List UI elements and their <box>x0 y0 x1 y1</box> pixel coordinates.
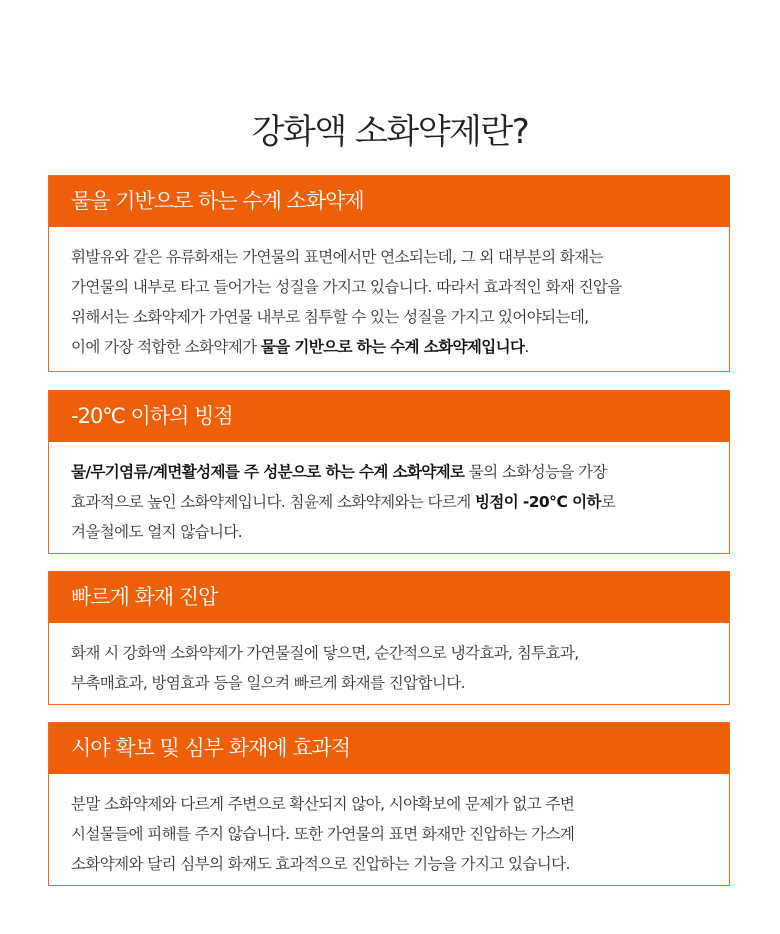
body-text: 가연물의 내부로 타고 들어가는 성질을 가지고 있습니다. 따라서 효과적인 화재 진압을 <box>71 278 622 296</box>
emphasis-text: 물/무기염류/계면활성제를 주 성분으로 하는 수계 소화약제로 <box>71 463 465 481</box>
body-text: 물의 소화성능을 가장 <box>464 463 607 481</box>
body-line <box>71 517 709 547</box>
body-text: 이에 가장 적합한 소화약제가 <box>71 338 261 356</box>
body-line <box>71 272 709 302</box>
page-title: 강화액 소화약제란? <box>251 112 529 152</box>
section-heading: 물을 기반으로 하는 수계 소화약제 <box>49 176 729 227</box>
section-fast-suppression <box>48 571 730 705</box>
body-text: 효과적으로 높인 소화약제입니다. 침윤제 소화약제와는 다르게 <box>71 493 475 511</box>
body-text: 분말 소화약제와 다르게 주변으로 확산되지 않아, 시야확보에 문제가 없고 주변 <box>71 795 575 813</box>
body-text: 부촉매효과, 방염효과 등을 일으켜 빠르게 화재를 진압합니다. <box>71 674 465 692</box>
section-body <box>49 774 729 879</box>
body-line <box>71 638 709 668</box>
body-line <box>71 849 709 879</box>
body-line <box>71 332 709 362</box>
body-text: 화재 시 강화액 소화약제가 가연물질에 닿으면, 순간적으로 냉각효과, 침투효과, <box>71 644 579 662</box>
body-line <box>71 242 709 272</box>
section-visibility-deep-fire <box>48 722 730 886</box>
body-text: 위해서는 소화약제가 가연물 내부로 침투할 수 있는 성질을 가지고 있어야되는데, <box>71 308 589 326</box>
section-body <box>49 623 729 698</box>
section-heading: -20℃ 이하의 빙점 <box>49 391 729 442</box>
body-text: 로 <box>600 493 616 511</box>
body-line <box>71 789 709 819</box>
section-water-based <box>48 175 730 372</box>
section-body <box>49 227 729 362</box>
body-line <box>71 457 709 487</box>
body-text: . <box>524 338 529 356</box>
body-line <box>71 819 709 849</box>
body-text: 겨울철에도 얼지 않습니다. <box>71 523 243 541</box>
body-line <box>71 487 709 517</box>
emphasis-text: 물을 기반으로 하는 수계 소화약제입니다 <box>260 338 525 356</box>
section-body <box>49 442 729 547</box>
body-text: 휘발유와 같은 유류화재는 가연물의 표면에서만 연소되는데, 그 외 대부분의 화재는 <box>71 248 603 266</box>
emphasis-text: 빙점이 -20℃ 이하 <box>475 493 601 511</box>
section-heading: 시야 확보 및 심부 화재에 효과적 <box>49 723 729 774</box>
body-text: 시설물들에 피해를 주지 않습니다. 또한 가연물의 표면 화재만 진압하는 가스계 <box>71 825 575 843</box>
section-heading: 빠르게 화재 진압 <box>49 572 729 623</box>
body-line <box>71 668 709 698</box>
body-text: 소화약제와 달리 심부의 화재도 효과적으로 진압하는 기능을 가지고 있습니다. <box>71 855 570 873</box>
body-line <box>71 302 709 332</box>
section-freezing-point <box>48 390 730 554</box>
